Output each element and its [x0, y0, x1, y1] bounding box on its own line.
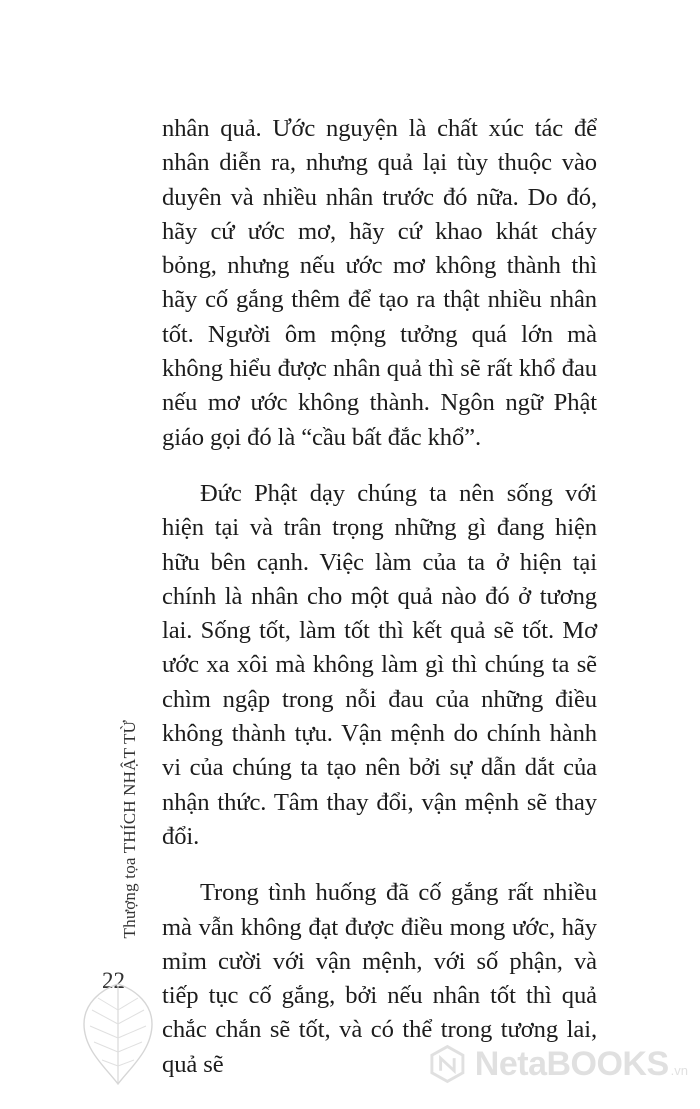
paragraph-3: Trong tình huống đã cố gắng rất nhiều mà vẫn không đạt được điều mong ước, hãy mỉm cười với vận mệnh, với số phận, và tiếp tục cố gắng, bởi nếu nhân tốt thì quả chắc chắn sẽ tốt, và có thể trong tương lai, quả sẽ [162, 879, 597, 1078]
bodhi-leaf-icon [78, 980, 158, 1090]
running-head: Thượng tọa THÍCH NHẬT TỪ [120, 720, 139, 939]
watermark [428, 1040, 688, 1088]
paragraph-1: nhân quả. Ước nguyện là chất xúc tác để nhân diễn ra, nhưng quả lại tùy thuộc vào duyên và nhiều nhân trước đó nữa. Do đó, hãy cứ ước mơ, hãy cứ khao khát cháy bỏng, nhưng nếu ước mơ không thành thì hãy cố gắng thêm để tạo ra thật nhiều nhân tốt. Người ôm mộng tưởng quá lớn mà không hiểu được nhân quả thì sẽ rất khổ đau nếu mơ ước không thành. Ngôn ngữ Phật giáo gọi đó là “cầu bất đắc khổ”. [162, 115, 597, 451]
watermark-brand: NetaBOOKS [474, 1044, 669, 1083]
netabooks-logo-icon [428, 1044, 467, 1084]
paragraph-2: Đức Phật dạy chúng ta nên sống với hiện tại và trân trọng những gì đang hiện hữu bên cạnh. Việc làm của ta ở hiện tại chính là nhân cho một quả nào đó ở tương lai. Sống tốt, làm tốt thì kết quả sẽ tốt. Mơ ước xa xôi mà không làm gì thì chúng ta sẽ chìm ngập trong nỗi đau của những điều không thành tựu. Vận mệnh do chính hành vi của chúng ta tạo nên bởi sự dẫn dắt của nhận thức. Tâm thay đổi, vận mệnh sẽ thay đổi. [162, 479, 597, 850]
body-text [162, 112, 597, 1104]
page-number: 22 [102, 968, 125, 993]
watermark-suffix: .vn [670, 1063, 688, 1078]
